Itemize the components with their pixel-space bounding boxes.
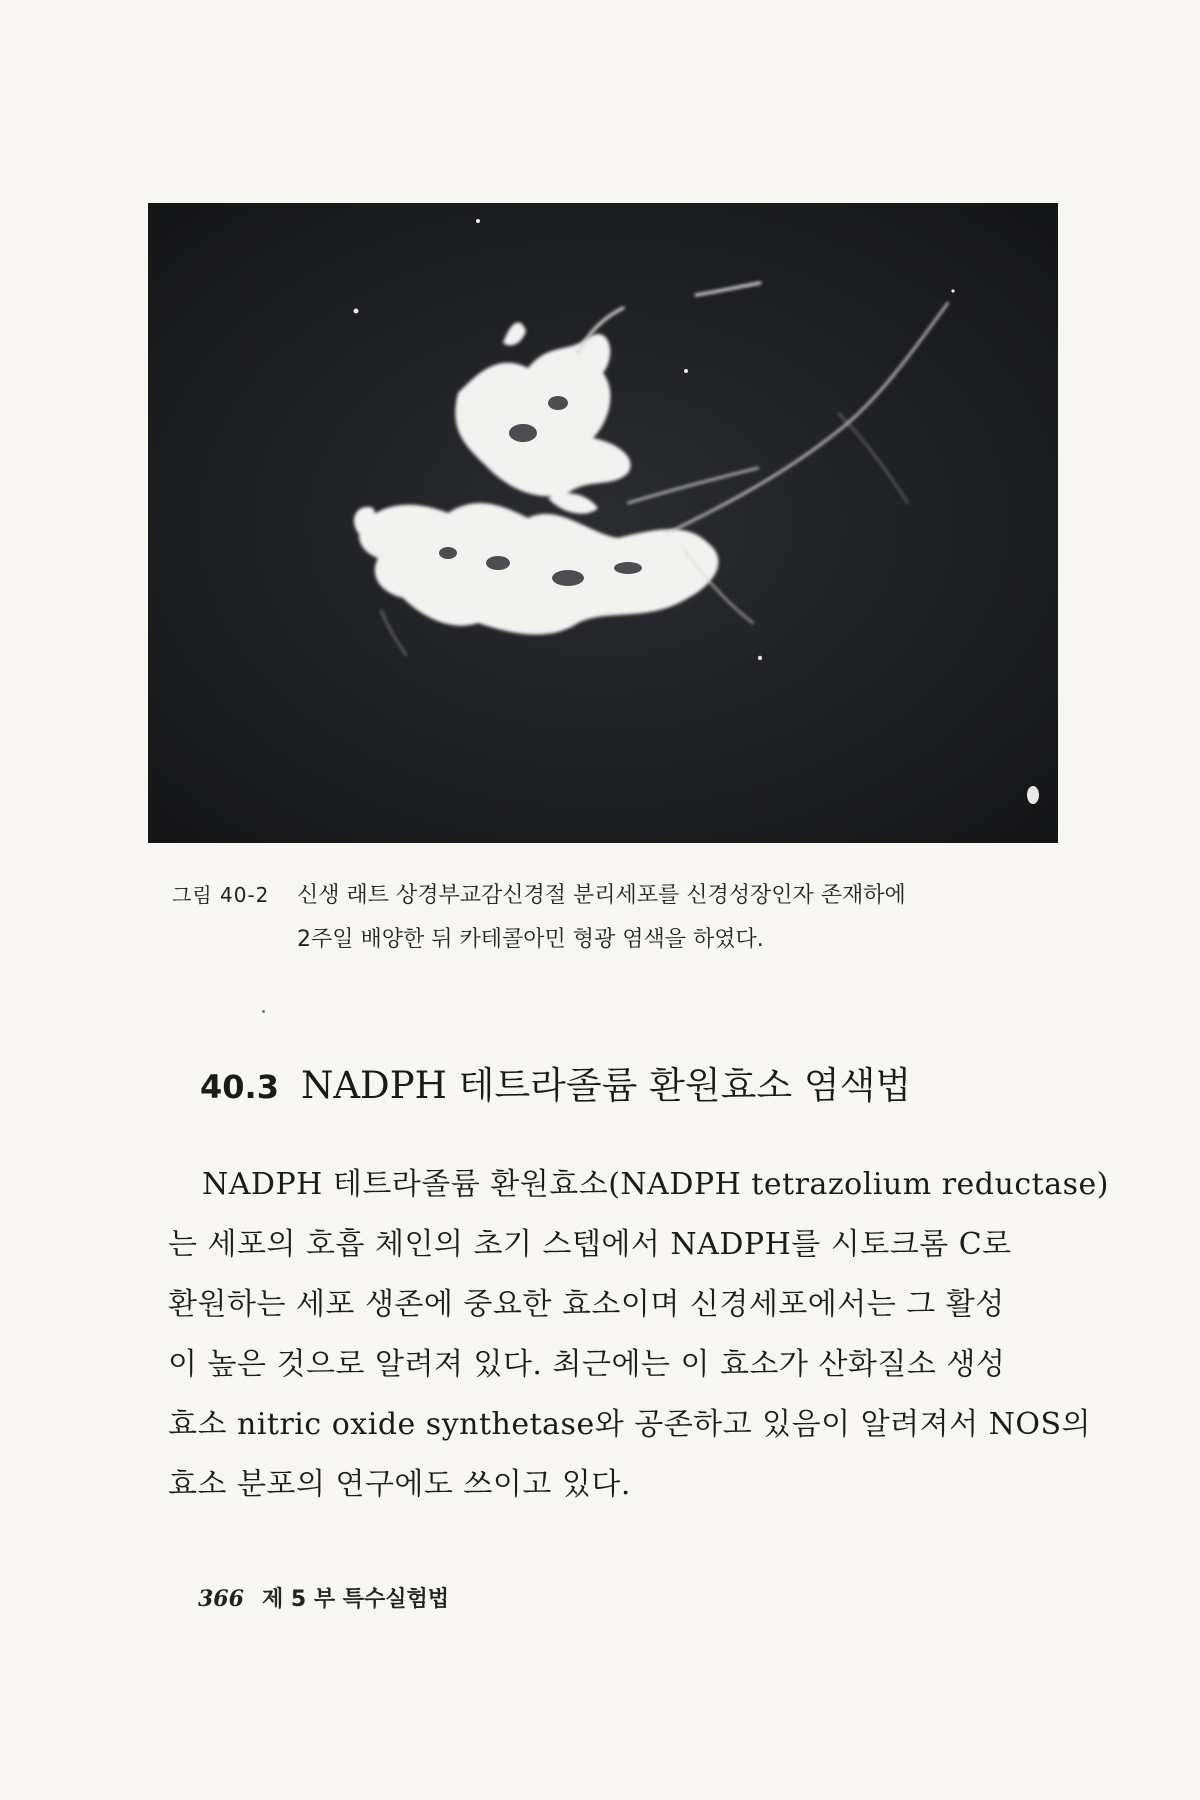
print-speck (262, 1010, 265, 1013)
paragraph-line: 이 높은 것으로 알려져 있다. 최근에는 이 효소가 산화질소 생성 (168, 1347, 1006, 1382)
paragraph-line: 는 세포의 호흡 체인의 초기 스텝에서 NADPH를 시토크롬 C로 (168, 1227, 1012, 1262)
part-title: 제 5 부 특수실험법 (261, 1587, 449, 1612)
page-number: 366 (198, 1586, 244, 1612)
paragraph-line: 환원하는 세포 생존에 중요한 효소이며 신경세포에서는 그 활성 (168, 1287, 1005, 1322)
paragraph-line: 효소 분포의 연구에도 쓰이고 있다. (168, 1467, 631, 1502)
figure-caption (172, 873, 1092, 962)
page-footer (198, 1582, 449, 1613)
caption-line-2: 2주일 배양한 뒤 카테콜아민 형광 염색을 하였다. (297, 927, 764, 952)
caption-line-1 (172, 873, 1092, 918)
body-paragraph (168, 1155, 1109, 1515)
caption-text-1: 신생 래트 상경부교감신경절 분리세포를 신경성장인자 존재하에 (297, 883, 906, 908)
section-number: 40.3 (200, 1068, 279, 1106)
section-heading (200, 1055, 911, 1109)
section-title: NADPH 테트라졸륨 환원효소 염색법 (300, 1064, 912, 1107)
micrograph-image (148, 203, 1058, 843)
fluorescence-micrograph (148, 203, 1058, 843)
figure-label: 그림 40-2 (172, 883, 270, 907)
paragraph-line: NADPH 테트라졸륨 환원효소(NADPH tetrazolium reductase) (202, 1167, 1109, 1202)
paragraph-line: 효소 nitric oxide synthetase와 공존하고 있음이 알려져서 NOS의 (168, 1407, 1091, 1442)
